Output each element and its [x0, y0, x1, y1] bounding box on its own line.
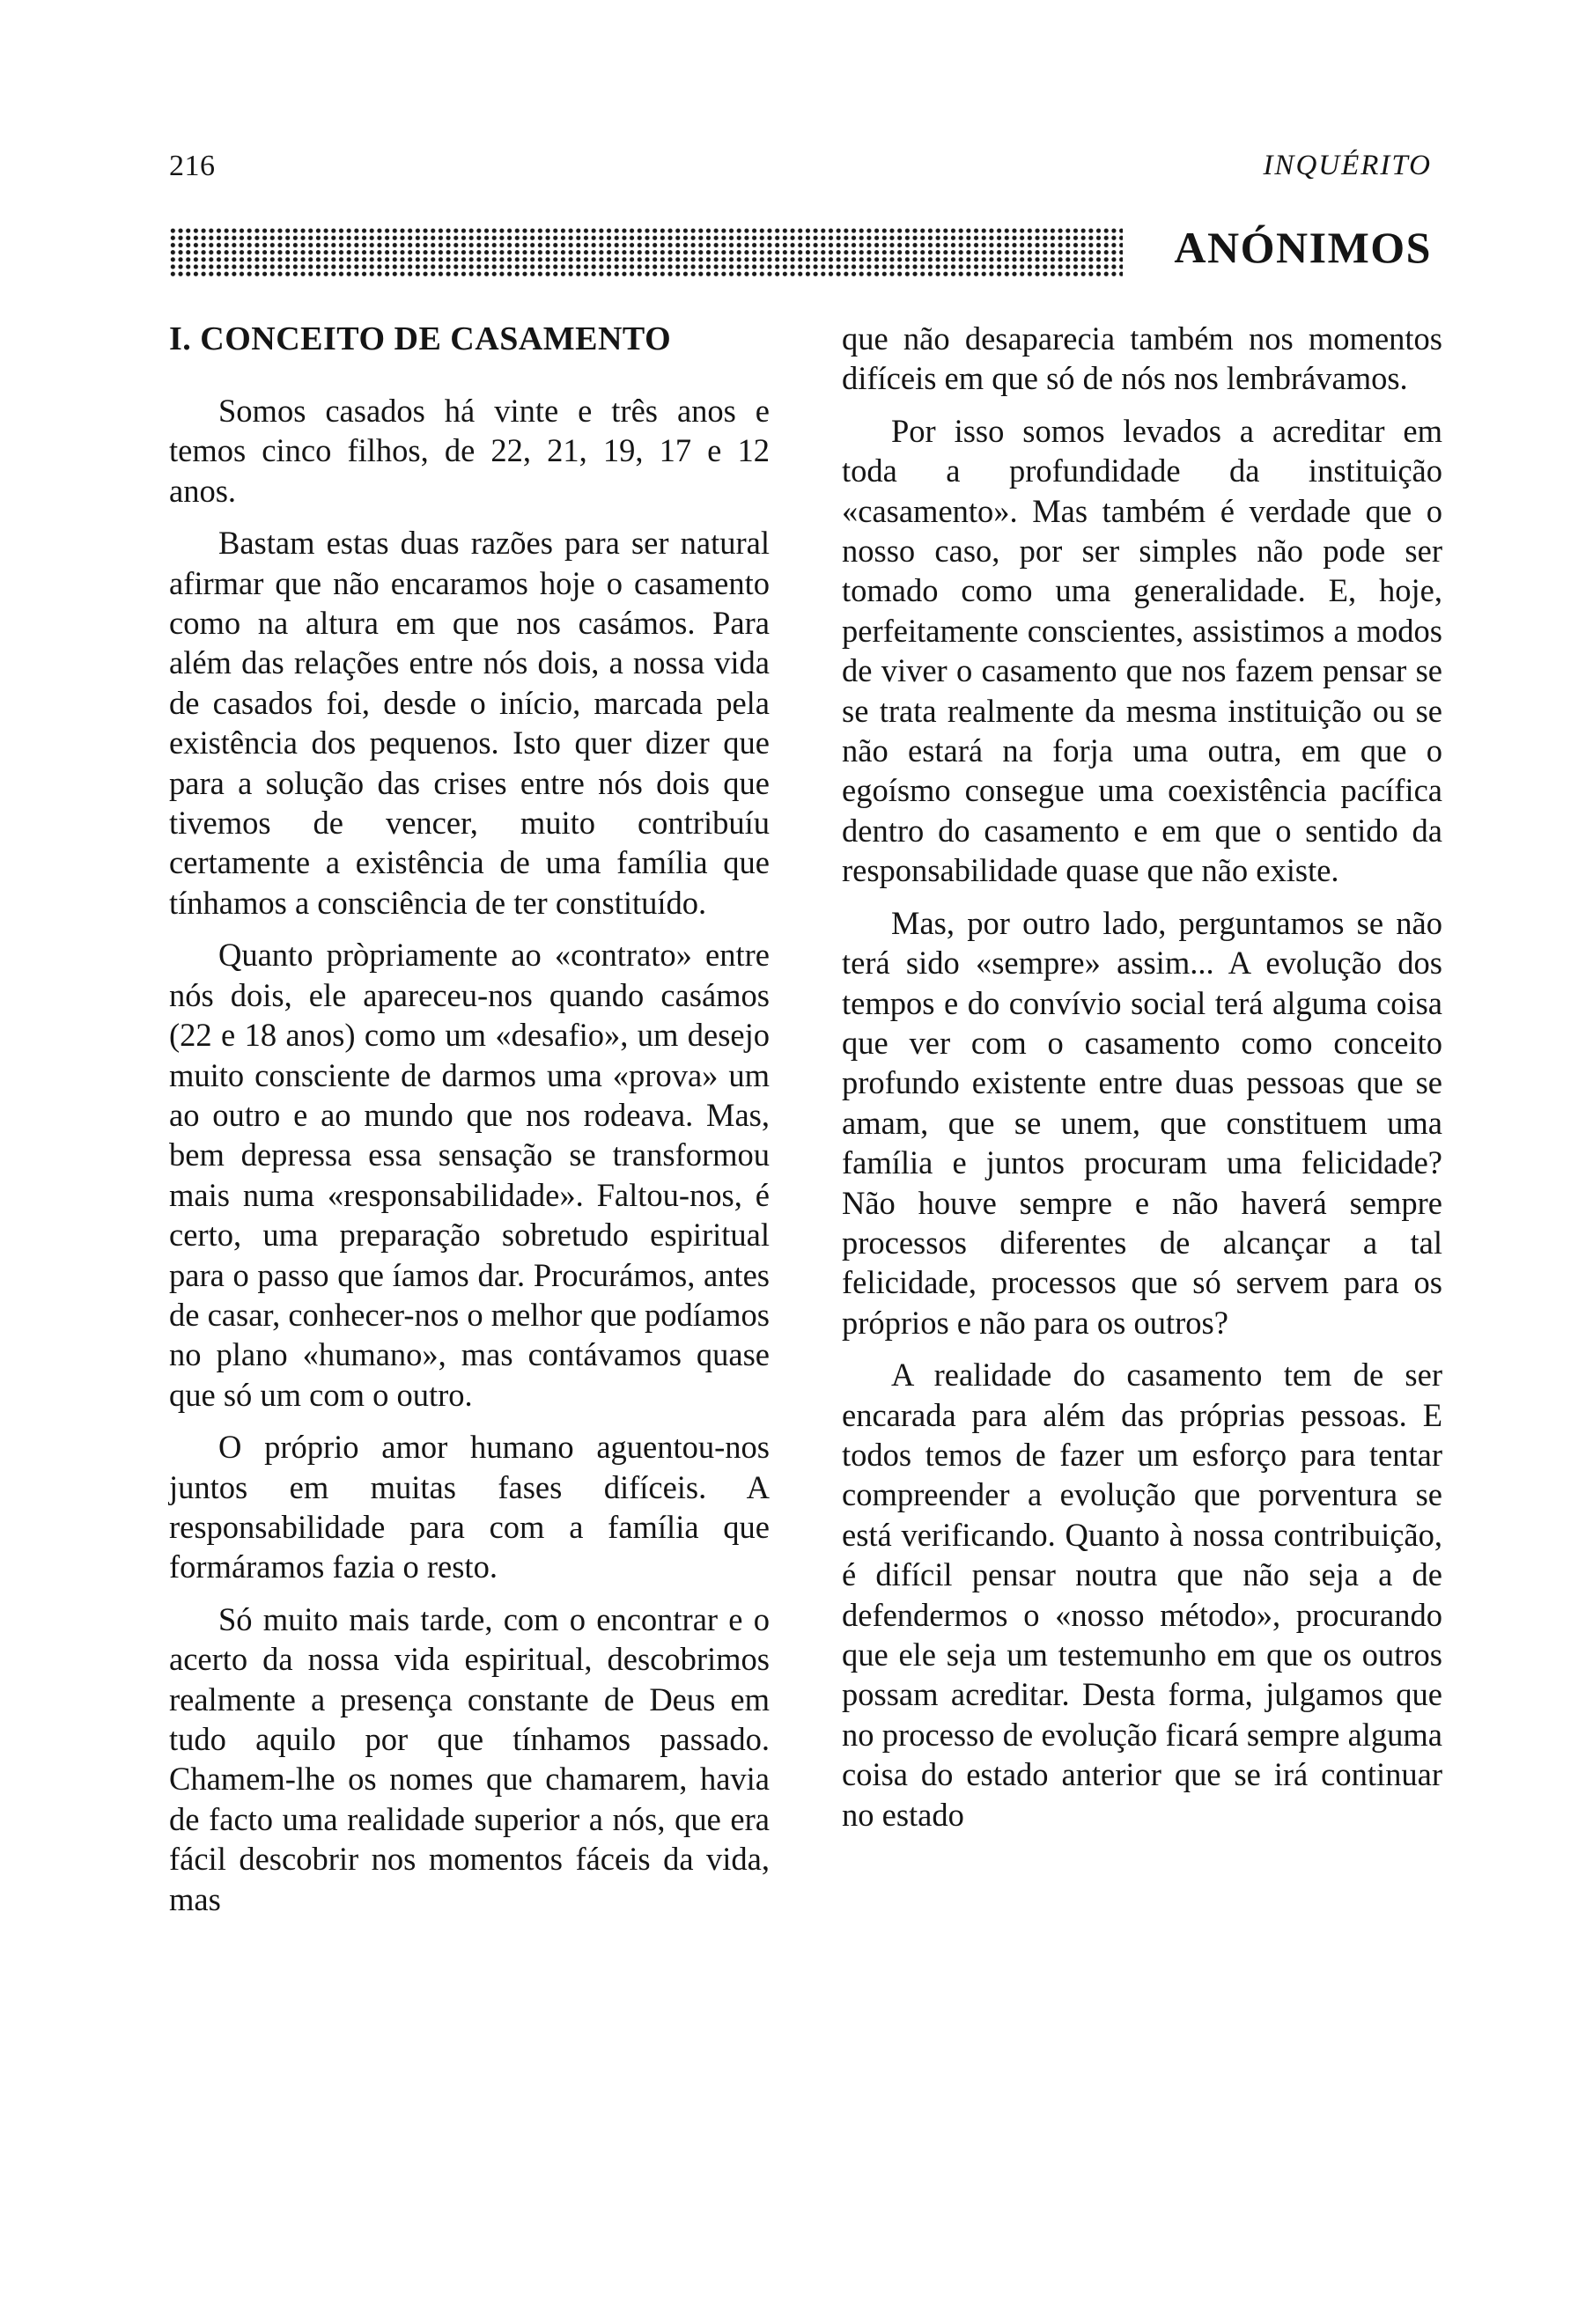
- running-title: INQUÉRITO: [1263, 150, 1432, 181]
- paragraph: O próprio amor humano aguentou-nos juntos em muitas fases difíceis. A responsabilidade para com a família que formáramos fazia o resto.: [169, 1429, 770, 1585]
- paragraph-continuation: que não desaparecia também nos momentos difíceis em que só de nós nos lembrávamos.: [842, 320, 1442, 397]
- paragraph: Bastam estas duas razões para ser natural afirmar que não encaramos hoje o casamento como na altura em que nos casámos. Para além das relações entre nós dois, a nossa vida de casados foi, desde o início, marcada pela existência dos pequenos. Isto quer dizer que para a solução das crises entre nós dois que tivemos de vencer, muito contribuíu certamente a existência de uma família que tínhamos a consciência de ter constituído.: [169, 525, 770, 921]
- paragraph: Por isso somos levados a acreditar em toda a profundidade da instituição «casamento». Mas também é verdade que o nosso caso, por ser simples não pode ser tomado como uma generalidade. E, hoje, perfeitamente conscientes, assistimos a modos de viver o casamento que nos fazem pensar se se trata realmente da mesma instituição ou se não estará na forja uma outra, em que o egoísmo consegue uma coexistência pacífica dentro do casamento e em que o sentido da responsabilidade quase que não existe.: [842, 412, 1442, 889]
- right-column: [842, 319, 1442, 1847]
- paragraph: Quanto pròpriamente ao «contrato» entre nós dois, ele apareceu-nos quando casámos (22 e 18 anos) como um «desafio», um desejo muito consciente de darmos uma «prova» um ao outro e ao mundo que nos rodeava. Mas, bem depressa essa sensação se transformou mais numa «responsabilidade». Faltou-nos, é certo, uma preparação sobretudo espiritual para o passo que íamos dar. Procurámos, antes de casar, conhecer-nos o melhor que podíamos no plano «humano», mas contávamos quase que só um com o outro.: [169, 937, 770, 1413]
- paragraph: A realidade do casamento tem de ser encarada para além das próprias pessoas. E todos temos de fazer um esforço para tentar compreender a evolução que porventura se está verificando. Quanto à nossa contribuição, é difícil pensar noutra que não seja a de defendermos o «nosso método», procurando que ele seja um testemunho em que os outros possam acreditar. Desta forma, julgamos que no processo de evolução ficará sempre alguma coisa do estado anterior que se irá continuar no estado: [842, 1357, 1442, 1833]
- paragraph: Só muito mais tarde, com o encontrar e o acerto da nossa vida espiritual, descobrimos realmente a presença constante de Deus em tudo aquilo por que tínhamos passado. Chamem-lhe os nomes que chamarem, havia de facto uma realidade superior a nós, que era fácil descobrir nos momentos fáceis da vida, mas: [169, 1600, 770, 1917]
- paragraph: Somos casados há vinte e três anos e temos cinco filhos, de 22, 21, 19, 17 e 12 anos.: [169, 393, 770, 509]
- section-dotted-bar: [169, 227, 1123, 278]
- page-number: 216: [169, 150, 216, 182]
- section-label: ANÓNIMOS: [1174, 223, 1432, 272]
- left-column: [169, 319, 770, 1931]
- article-heading: I. CONCEITO DE CASAMENTO: [169, 320, 672, 357]
- paragraph: Mas, por outro lado, perguntamos se não terá sido «sempre» assim... A evolução dos tempos e do convívio social terá alguma coisa que ver com o casamento como conceito profundo existente entre duas pessoas que se amam, que se unem, que constituem uma família e juntos procuram uma felicidade? Não houve sempre e não haverá sempre processos diferentes de alcançar a tal felicidade, processos que só servem para os próprios e não para os outros?: [842, 904, 1442, 1341]
